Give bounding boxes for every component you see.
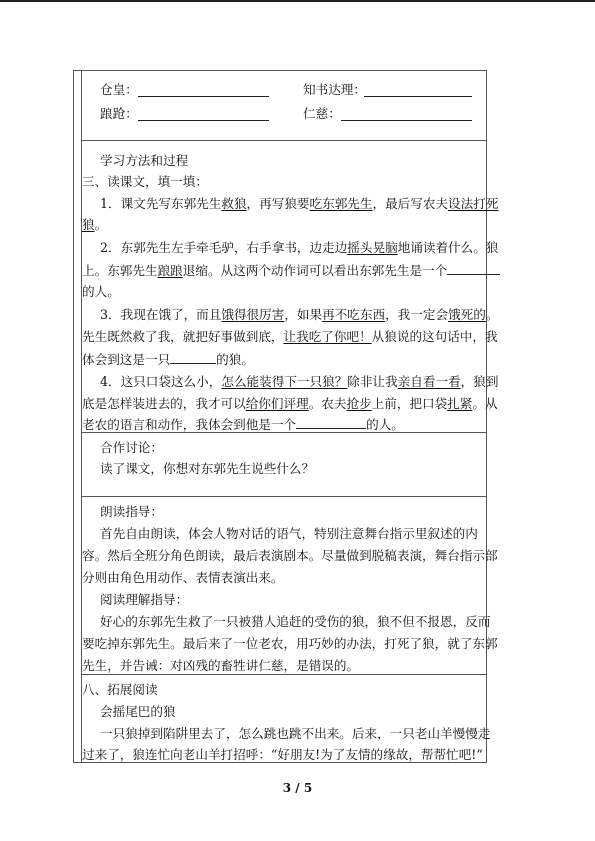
answer-blank-q4[interactable] <box>296 416 366 429</box>
question-1-line-1: 1．课文先写东郭先生救狼，再写狼要吃东郭先生，最后写农夫设法打死 <box>100 196 499 211</box>
table-border-right <box>486 70 487 763</box>
reading-guide-line-1: 首先自由朗读，体会人物对话的语气，特别注意舞台指示里叙述的内 <box>100 526 478 541</box>
row-separator-4 <box>81 674 487 675</box>
lesson-table <box>73 70 499 763</box>
section-heading-comprehension: 阅读理解指导： <box>100 592 189 607</box>
question-2-line-3: 的人。 <box>82 284 120 299</box>
vocab-word-canghuang: 仓皇： <box>100 82 138 97</box>
comprehension-line-3: 先生，并告诫：对凶残的畜牲讲仁慈，是错误的。 <box>82 658 360 673</box>
story-title: 会摇尾巴的狼 <box>100 704 176 719</box>
page-top-rule <box>0 0 595 2</box>
answer-blank-q3[interactable] <box>170 351 216 364</box>
section-heading-methods: 学习方法和过程 <box>100 153 189 168</box>
story-line-2: 过来了，狼连忙向老山羊打招呼：“好朋友!为了友情的缘故，帮帮忙吧!” <box>82 747 483 762</box>
section-heading-discussion: 合作讨论： <box>100 440 163 455</box>
row-separator-3 <box>81 496 487 497</box>
vocab-word-liangqiang: 踉跄： <box>100 106 138 121</box>
answer-blank-q2[interactable] <box>447 262 500 275</box>
page-number: 3 / 5 <box>282 781 313 795</box>
comprehension-line-2: 要吃掉东郭先生。最后来了一位老农，用巧妙的办法，打死了狼，就了东郭 <box>82 636 498 651</box>
reading-guide-line-2: 容。然后全班分角色朗读，最后表演剧本。尽量做到脱稿表演，舞台指示部 <box>82 548 498 563</box>
vocab-word-zhishudali: 知书达理： <box>303 82 366 97</box>
vocab-answer-line-renci <box>341 120 472 121</box>
question-4-line-1: 4．这只口袋这么小，怎么能装得下一只狼？除非让我亲自看一看，狼到 <box>100 374 499 389</box>
question-4-line-2: 底是怎样装进去的，我才可以给你们评理。农夫抢步上前，把口袋扎紧。从 <box>82 396 498 411</box>
section-heading-reading-guide: 朗读指导： <box>100 504 163 519</box>
comprehension-line-1: 好心的东郭先生救了一只被猎人追赶的受伤的狼，狼不但不报恩，反而 <box>100 614 491 629</box>
story-line-1: 一只狼掉到陷阱里去了，怎么跳也跳不出来。后来，一只老山羊慢慢走 <box>100 726 491 741</box>
reading-guide-line-3: 分则由角色用动作、表情表演出来。 <box>82 570 284 585</box>
discussion-question: 读了课文，你想对东郭先生说些什么？ <box>100 461 315 476</box>
vocab-answer-line-liangqiang <box>138 120 269 121</box>
vocab-answer-line-canghuang <box>138 96 269 97</box>
question-1-line-2: 狼。 <box>82 217 108 232</box>
question-3-line-3: 体会到这是一只 的狼。 <box>82 352 254 367</box>
question-2-line-1: 2．东郭先生左手牵毛驴，右手拿书，边走边摇头晃脑地诵读着什么。狼 <box>100 240 499 255</box>
question-3-line-1: 3．我现在饿了，而且饿得很厉害，如果再不吃东西，我一定会饿死的。 <box>100 307 499 322</box>
question-2-line-2: 上。东郭先生踉踉退缩。从这两个动作词可以看出东郭先生是一个 <box>82 262 500 279</box>
table-border-left <box>73 70 74 763</box>
section-heading-extended-reading: 八、拓展阅读 <box>82 682 158 697</box>
vocab-answer-line-zhishudali <box>364 96 472 97</box>
table-border-top <box>73 70 487 71</box>
question-4-line-3: 老农的语言和动作，我体会到他是一个 的人。 <box>82 417 404 432</box>
vocab-word-renci: 仁慈： <box>303 106 341 121</box>
question-3-line-2: 先生既然救了我，就把好事做到底，让我吃了你吧！从狼说的这句话中，我 <box>82 329 498 344</box>
task-heading: 三、读课文，填一填： <box>82 174 208 189</box>
row-separator-1 <box>81 140 487 141</box>
